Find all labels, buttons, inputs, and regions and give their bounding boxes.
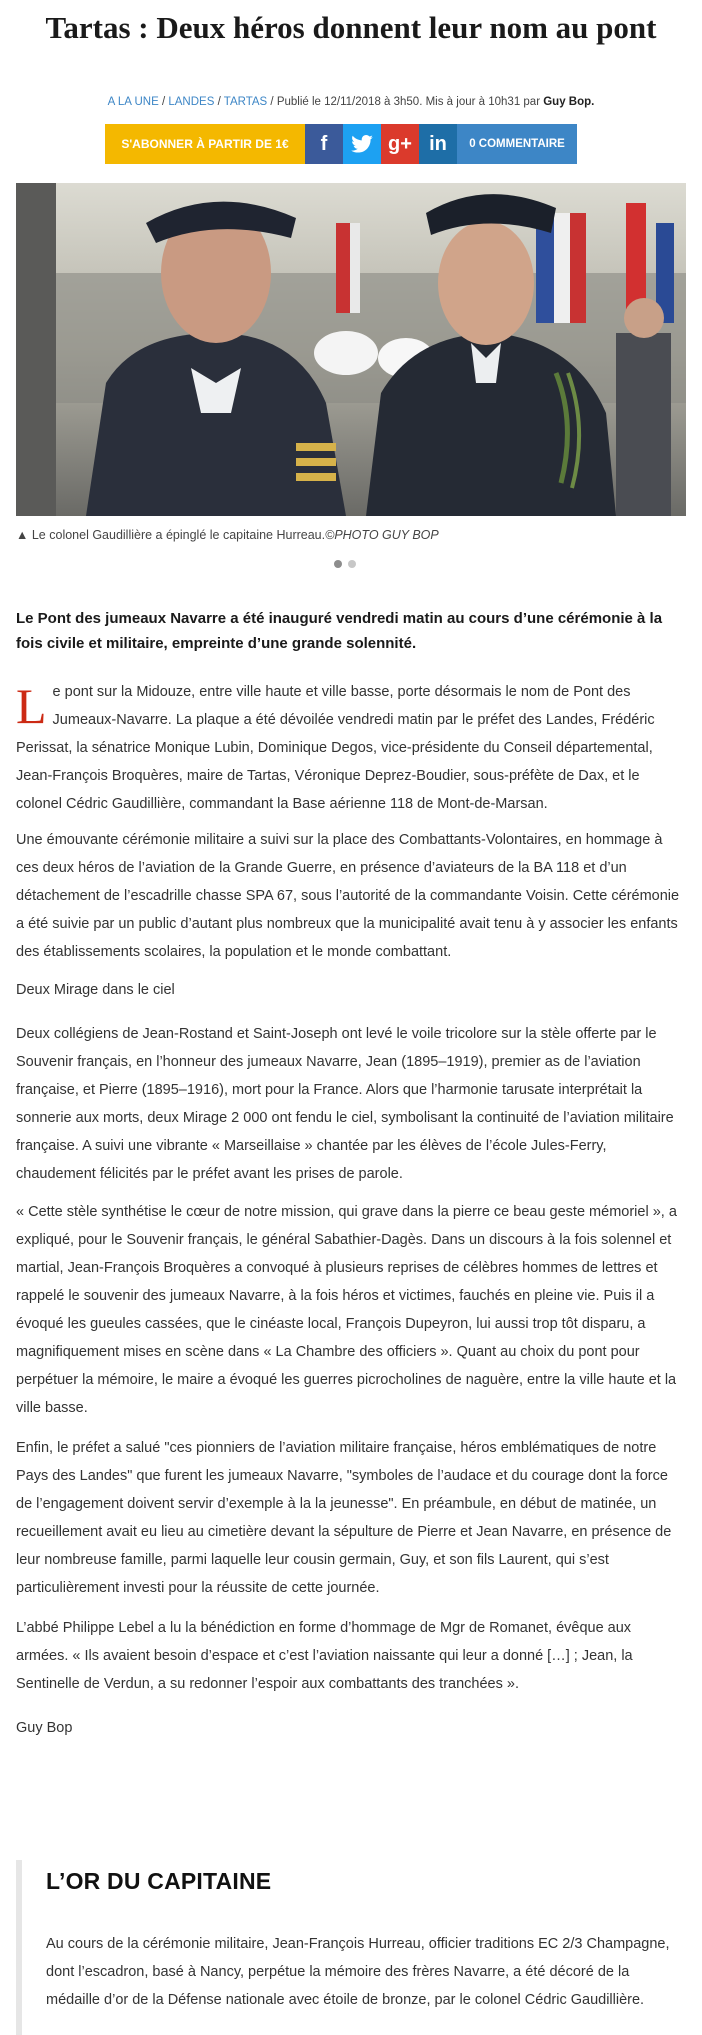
publish-info: Publié le 12/11/2018 à 3h50. Mis à jour à 10h31 par [276, 96, 541, 108]
breadcrumb-tartas[interactable]: TARTAS [223, 96, 268, 108]
googleplus-icon: g+ [388, 132, 412, 155]
share-bar [105, 124, 577, 164]
box-title: L’OR DU CAPITAINE [46, 1868, 272, 1894]
twitter-icon [351, 135, 373, 153]
carousel-dot-2[interactable] [348, 560, 356, 568]
ceremony-photo-image [16, 183, 686, 516]
sidebar-box [16, 1860, 692, 2035]
photo-credit: ©PHOTO GUY BOP [325, 528, 439, 542]
article-paragraph: « Cette stèle synthétise le cœur de notre mission, qui grave dans la pierre ce beau geste mémoriel », a expliqué, pour le Souvenir français, le général Sabathier-Dagès. Dans un discours à la fois solennel et martial, Jean-François Broquères a convoqué à plusieurs reprises de célèbres hommes de lettres et rappelé le souvenir des jumeaux Navarre, à la fois héros et victimes, fauchés en pleine vie. Puis il a évoqué les gueules cassées, que le cinéaste local, François Dupeyron, lui aussi trop tôt disparu, a magnifiquement mises en scène dans « La Chambre des officiers ». Quant au choix du pont pour perpétuer la mémoire, le maire a évoqué les guerres picrocholines de naguère, entre la ville haute et la ville basse. [16, 1204, 677, 1416]
article-paragraph [16, 678, 680, 818]
article-signature: Guy Bop [16, 1720, 73, 1736]
facebook-share-button[interactable] [305, 124, 343, 164]
caret-up-icon: ▲ [16, 528, 29, 542]
breadcrumb-landes[interactable]: LANDES [168, 96, 215, 108]
caption-text: Le colonel Gaudillière a épinglé le capitaine Hurreau. [31, 528, 326, 542]
paragraph-text: e pont sur la Midouze, entre ville haute et ville basse, porte désormais le nom de Pont des Jumeaux-Navarre. La plaque a été dévoilée vendredi matin par le préfet des Landes, Frédéric Perissat, la sénatrice Monique Lubin, Dominique Degos, vice-présidente du Conseil départemental, Jean-François Broquères, maire de Tartas, Véronique Deprez-Boudier, sous-préfète de Dax, et le colonel Cédric Gaudillière, commandant la Base aérienne 118 de Mont-de-Marsan. [16, 684, 655, 812]
drop-cap: L [16, 678, 47, 734]
article-paragraph: Une émouvante cérémonie militaire a suivi sur la place des Combattants-Volontaires, en hommage à ces deux héros de l’aviation de la Grande Guerre, en présence d’aviateurs de la BA 118 et d’un détachement de l’escadrille chasse SPA 67, sous l’autorité de la commandante Voisin. Cette cérémonie a été suivie par un public d’autant plus nombreux que la municipalité avait tenu à y associer les enfants des établissements scolaires, la population et le monde combattant. [16, 832, 680, 960]
author-name[interactable]: Guy Bop. [543, 96, 595, 108]
article-paragraph: L’abbé Philippe Lebel a lu la bénédiction en forme d’hommage de Mgr de Romanet, évêque aux armées. « Ils avaient besoin d’espace et c’est l’aviation naissante qui leur a donné […] ; Jean, la Sentinelle de Verdun, a su redonner l’espoir aux combattants des tranchées ». [16, 1620, 633, 1692]
carousel-dot-1[interactable] [334, 560, 342, 568]
linkedin-share-button[interactable] [419, 124, 457, 164]
article-paragraph: Deux collégiens de Jean-Rostand et Saint-Joseph ont levé le voile tricolore sur la stèle offerte par le Souvenir français, en l’honneur des jumeaux Navarre, Jean (1895–1919), premier as de l’aviation française, et Pierre (1895–1916), mort pour la France. Alors que l’harmonie tarusate interprétait la sonnerie aux morts, deux Mirage 2 000 ont fendu le ciel, symbolisant la continuité de l’aviation militaire française. A suivi une vibrante « Marseillaise » chantée par les élèves de l’école Jules-Ferry, chaudement félicités par le préfet avant les prises de parole. [16, 1026, 674, 1182]
breadcrumb-a-la-une[interactable]: A LA UNE [107, 96, 159, 108]
box-text: Au cours de la cérémonie militaire, Jean-François Hurreau, officier traditions EC 2/3 Champagne, dont l’escadron, basé à Nancy, perpétue la mémoire des frères Navarre, a été décoré de la médaille d’or de la Défense nationale avec étoile de bronze, par le colonel Cédric Gaudillière. [46, 1936, 670, 2008]
article-body [16, 678, 680, 1742]
comments-button[interactable]: 0 COMMENTAIRE [457, 124, 577, 164]
photo-caption [16, 528, 439, 542]
facebook-icon: f [320, 132, 328, 155]
article-subheading: Deux Mirage dans le ciel [16, 982, 175, 998]
twitter-share-button[interactable] [343, 124, 381, 164]
linkedin-icon: in [429, 132, 447, 155]
googleplus-share-button[interactable] [381, 124, 419, 164]
article-title: Tartas : Deux héros donnent leur nom au pont [45, 10, 657, 45]
article-meta: A LA UNE / LANDES / TARTAS / Publié le 12/11/2018 à 3h50. Mis à jour à 10h31 par Guy Bop. [107, 96, 595, 108]
carousel-dots [334, 560, 356, 568]
article-lead: Le Pont des jumeaux Navarre a été inauguré vendredi matin au cours d’une cérémonie à la fois civile et militaire, empreinte d’une grande solennité. [16, 610, 663, 652]
article-paragraph: Enfin, le préfet a salué "ces pionniers de l’aviation militaire française, héros emblématiques de notre Pays des Landes" que furent les jumeaux Navarre, "symboles de l’audace et du courage dont la force de l’engagement doivent servir d’exemple à la la jeunesse". En préambule, en début de matinée, un recueillement avait eu lieu au cimetière devant la sépulture de Pierre et Jean Navarre, en présence de leur nombreuse famille, parmi laquelle leur cousin germain, Guy, et son fils Laurent, qui s’est particulièrement investi pour la réussite de cette journée. [16, 1440, 672, 1596]
subscribe-button[interactable]: S'ABONNER À PARTIR DE 1€ [105, 124, 305, 164]
article-photo[interactable] [16, 183, 686, 516]
